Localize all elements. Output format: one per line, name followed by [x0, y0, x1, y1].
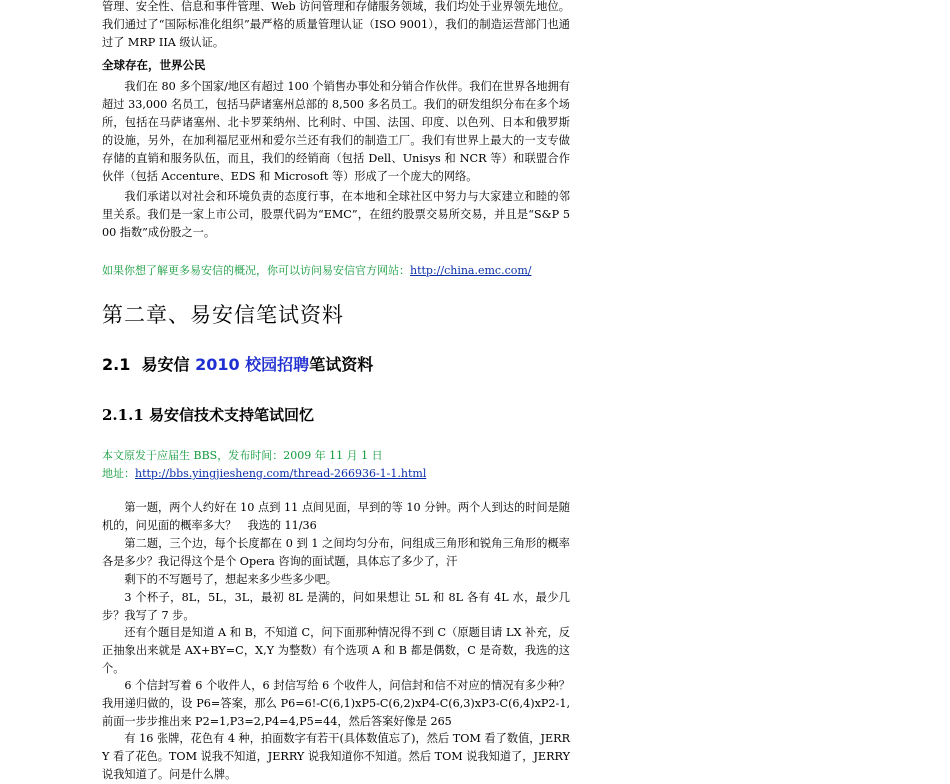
section-title-2-1 — [102, 354, 570, 376]
question-water-cups: 3 个杯子，8L，5L，3L，最初 8L 是满的，问如果想让 5L 和 8L 各有 4L 水，最少几步？我写了 7 步。 — [102, 591, 570, 622]
subsection-title-2-1-1: 2.1.1 易安信技术支持笔试回忆 — [102, 406, 314, 424]
question-remaining-note: 剩下的不写题号了，想起来多少些多少吧。 — [124, 573, 337, 586]
paragraph-social-responsibility: 我们承诺以对社会和环境负责的态度行事，在本地和全球社区中努力与大家建立和睦的邻里关系。我们是一家上市公司，股票代码为“EMC”，在纽约股票交易所交易，并且是“S&P 500 指数”成份股之一。 — [102, 190, 570, 239]
chapter-title: 第二章、易安信笔试资料 — [102, 303, 344, 327]
more-info-line — [102, 262, 570, 279]
emc-website-link[interactable]: http://china.emc.com/ — [410, 264, 532, 277]
section-title-suffix: 笔试资料 — [309, 355, 374, 374]
intro-paragraph-continued: 管理、安全性、信息和事件管理、Web 访问管理和存储服务领域，我们均处于业界领先地位。我们通过了“国际标准化组织”最严格的质量管理认证（ISO 9001），我们的制造运营部门也通过了 MRP IIA 级认证。 — [102, 0, 570, 49]
question-2: 第二题，三个边，每个长度都在 0 到 1 之间均匀分布，问组成三角形和锐角三角形的概率各是多少？我记得这个是个 Opera 咨询的面试题，具体忘了多少了，汗 — [102, 537, 570, 568]
question-integer-combination: 还有个题目是知道 A 和 B，不知道 C，问下面那种情况得不到 C（原题目请 LX 补充，反正抽象出来就是 AX+BY=C，X,Y 为整数）有个选项 A 和 B 都是偶数，C 是奇数，我选的这个。 — [102, 626, 570, 675]
section-heading-global-presence: 全球存在，世界公民 — [102, 58, 206, 72]
section-title-prefix: 易安信 — [141, 355, 190, 374]
source-address-line — [102, 465, 570, 482]
paragraph-global-offices: 我们在 80 多个国家/地区有超过 100 个销售办事处和分销合作伙伴。我们在世界各地拥有超过 33,000 名员工，包括马萨诸塞州总部的 8,500 多名员工。我们的研发组织分布在多个场所，包括在马萨诸塞州、北卡罗莱纳州、比利时、中国、法国、印度、以色列、日本和俄罗斯的设施，另外，在加利福尼亚州和爱尔兰还有我们的制造工厂。我们有世界上最大的一支专做存储的直销和服务队伍，而且，我们的经销商（包括 Dell、Unisys 和 NCR 等）和联盟合作伙伴（包括 Accenture、EDS 和 Microsoft 等）形成了一个庞大的网络。 — [102, 80, 570, 183]
question-cards: 有 16 张牌，花色有 4 种，拍面数字有若干(具体数值忘了)，然后 TOM 看了数值，JERRY 看了花色。TOM 说我不知道，JERRY 说我知道你不知道。然后 TOM 说我知道了，JERRY 说我知道了。问是什么牌。 — [102, 732, 570, 781]
question-envelopes: 6 个信封写着 6 个收件人，6 封信写给 6 个收件人，问信封和信不对应的情况有多少种？我用递归做的，设 P6=答案，那么 P6=6!-C(6,1)xP5-C(6,2)xP4-C(6,3)xP3-C(6,4)xP2-1,前面一步步推出来 P2=1,P3=2,P4=4,P5=44，然后答案好像是 265 — [102, 679, 570, 728]
source-url-link[interactable]: http://bbs.yingjiesheng.com/thread-266936-1-1.html — [135, 467, 427, 480]
source-line: 本文原发于应届生 BBS，发布时间：2009 年 11 月 1 日 — [102, 449, 383, 462]
section-title-highlight: 2010 校园招聘 — [195, 355, 310, 374]
more-info-text: 如果你想了解更多易安信的概况，你可以访问易安信官方网站： — [102, 264, 410, 277]
question-1: 第一题，两个人约好在 10 点到 11 点间见面，早到的等 10 分钟。两个人到达的时间是随机的，问见面的概率多大？ 我选的 11/36 — [102, 501, 570, 532]
source-address-label: 地址： — [102, 467, 135, 480]
section-number: 2.1 — [102, 355, 131, 374]
